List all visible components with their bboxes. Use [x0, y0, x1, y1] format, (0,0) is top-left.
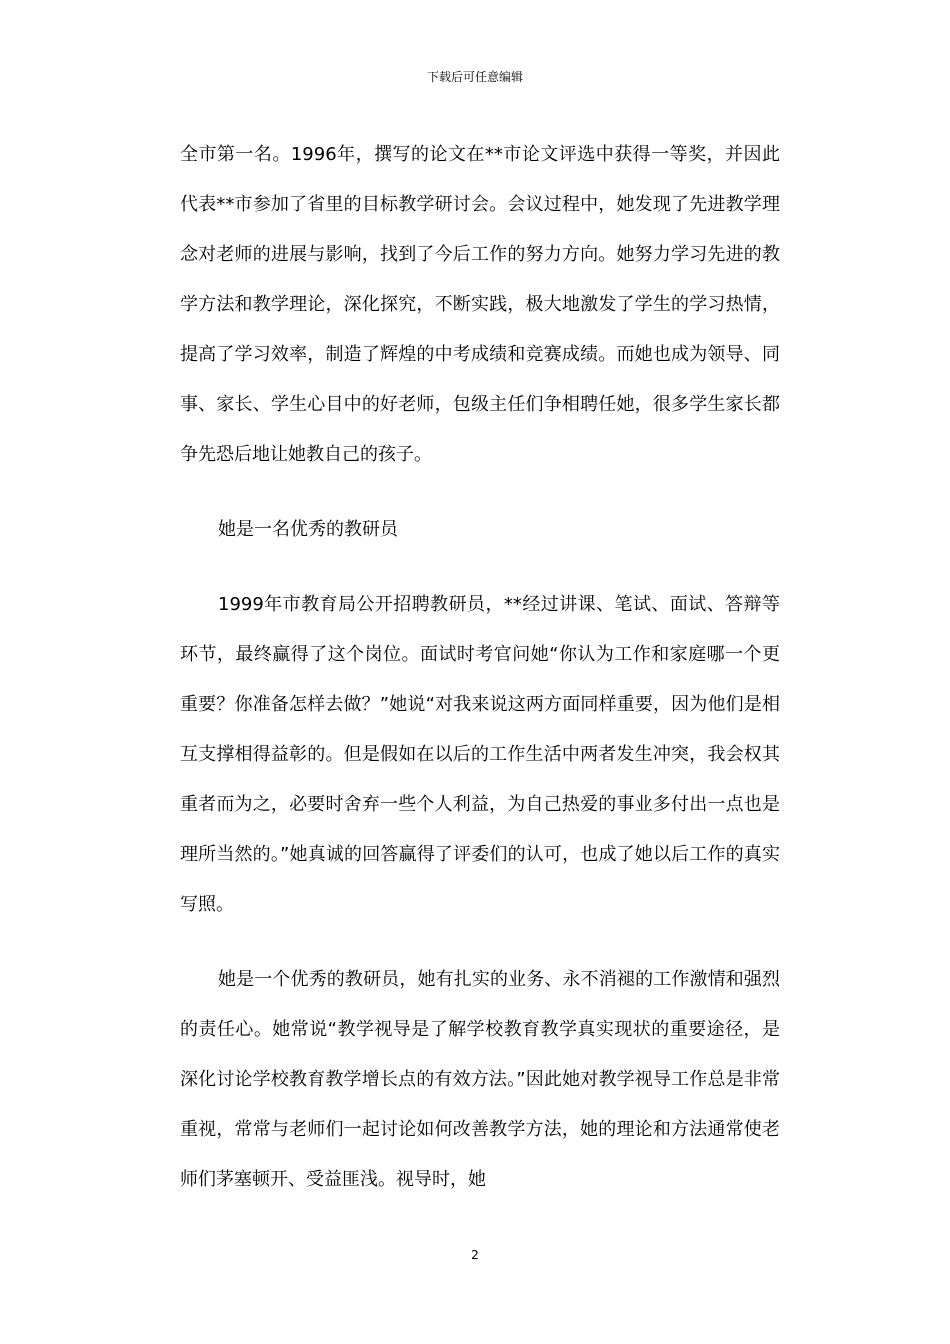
paragraph-3: 她是一个优秀的教研员，她有扎实的业务、永不消褪的工作激情和强烈的责任心。她常说“教学视导是了解学校教育教学真实现状的重要途径，是深化讨论学校教育教学增长点的有效方法。”因此她对教学视导工作总是非常重视，常常与老师们一起讨论如何改善教学方法，她的理论和方法通常使老师们茅塞顿开、受益匪浅。视导时，她 — [180, 969, 780, 1190]
paragraph-gap — [180, 480, 780, 505]
paragraph-gap — [180, 555, 780, 580]
paragraph-gap — [180, 930, 780, 955]
paragraph-2: 1999年市教育局公开招聘教研员，**经过讲课、笔试、面试、答辩等环节，最终赢得了这个岗位。面试时考官问她“你认为工作和家庭哪一个更重要？你准备怎样去做？”她说“对我来说这两方面同样重要，因为他们是相互支撑相得益彰的。但是假如在以后的工作生活中两者发生冲突，我会权其重者而为之，必要时舍弃一些个人利益，为自己热爱的事业多付出一点也是理所当然的。”她真诚的回答赢得了评委们的认可，也成了她以后工作的真实写照。 — [180, 594, 780, 915]
paragraph-1: 全市第一名。1996年，撰写的论文在**市论文评选中获得一等奖，并因此代表**市参加了省里的目标教学研讨会。会议过程中，她发现了先进教学理念对老师的进展与影响，找到了今后工作的努力方向。她努力学习先进的教学方法和教学理论，深化探究，不断实践，极大地激发了学生的学习热情，提高了学习效率，制造了辉煌的中考成绩和竞赛成绩。而她也成为领导、同事、家长、学生心目中的好老师，包级主任们争相聘任她，很多学生家长都争先恐后地让她教自己的孩子。 — [180, 144, 780, 465]
page-header: 下载后可任意编辑 — [426, 70, 523, 84]
document-body — [180, 130, 780, 1205]
section-heading: 她是一名优秀的教研员 — [218, 519, 398, 540]
page-number: 2 — [471, 1248, 479, 1262]
